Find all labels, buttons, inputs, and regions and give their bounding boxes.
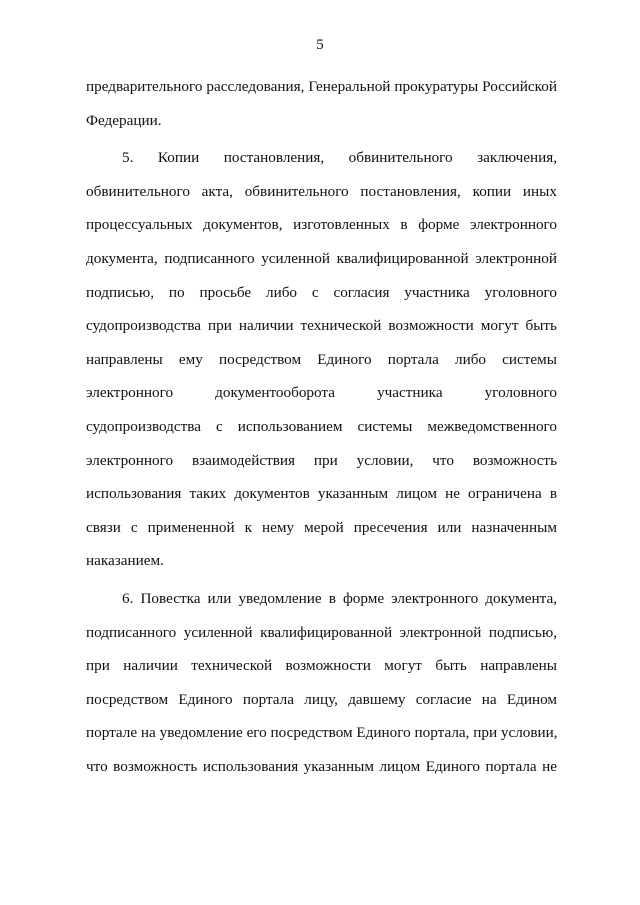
text-line: процессуальных документов, изготовленных в форме электронного: [86, 216, 557, 234]
paragraph-item-6: [86, 582, 557, 784]
text-line: электронного документооборота участника уголовного: [86, 384, 557, 402]
text-line: 6. Повестка или уведомление в форме электронного документа,: [122, 589, 557, 607]
text-line: посредством Единого портала лицу, давшему согласие на Едином: [86, 690, 557, 708]
text-line: подписью, по просьбе либо с согласия участника уголовного: [86, 283, 557, 301]
text-line: наказанием.: [86, 552, 164, 570]
text-line: предварительного расследования, Генеральной прокуратуры Российской: [86, 78, 557, 95]
text-line: обвинительного акта, обвинительного постановления, копии иных: [86, 182, 557, 200]
page-number: 5: [316, 37, 324, 53]
paragraph-item-5: [86, 141, 557, 578]
text-line: документа, подписанного усиленной квалифицированной электронной: [86, 249, 557, 267]
text-line: связи с примененной к нему мерой пресечения или назначенным: [86, 518, 557, 536]
text-line: подписанного усиленной квалифицированной электронной подписью,: [86, 623, 557, 641]
text-line: судопроизводства с использованием системы межведомственного: [86, 417, 557, 435]
text-line: что возможность использования указанным лицом Единого портала не: [86, 757, 557, 775]
document-body: [86, 70, 557, 783]
text-line: 5. Копии постановления, обвинительного заключения,: [122, 149, 557, 167]
text-line: судопроизводства при наличии технической возможности могут быть: [86, 317, 557, 335]
text-line: при наличии технической возможности могут быть направлены: [86, 657, 557, 675]
text-line: использования таких документов указанным лицом не ограничена в: [86, 485, 557, 503]
text-line: Федерации.: [86, 111, 162, 129]
text-line: портале на уведомление его посредством Единого портала, при условии,: [86, 724, 558, 742]
text-line: электронного взаимодействия при условии, что возможность: [86, 451, 557, 469]
paragraph-continuation: [86, 70, 557, 137]
text-line: направлены ему посредством Единого портала либо системы: [86, 350, 557, 368]
